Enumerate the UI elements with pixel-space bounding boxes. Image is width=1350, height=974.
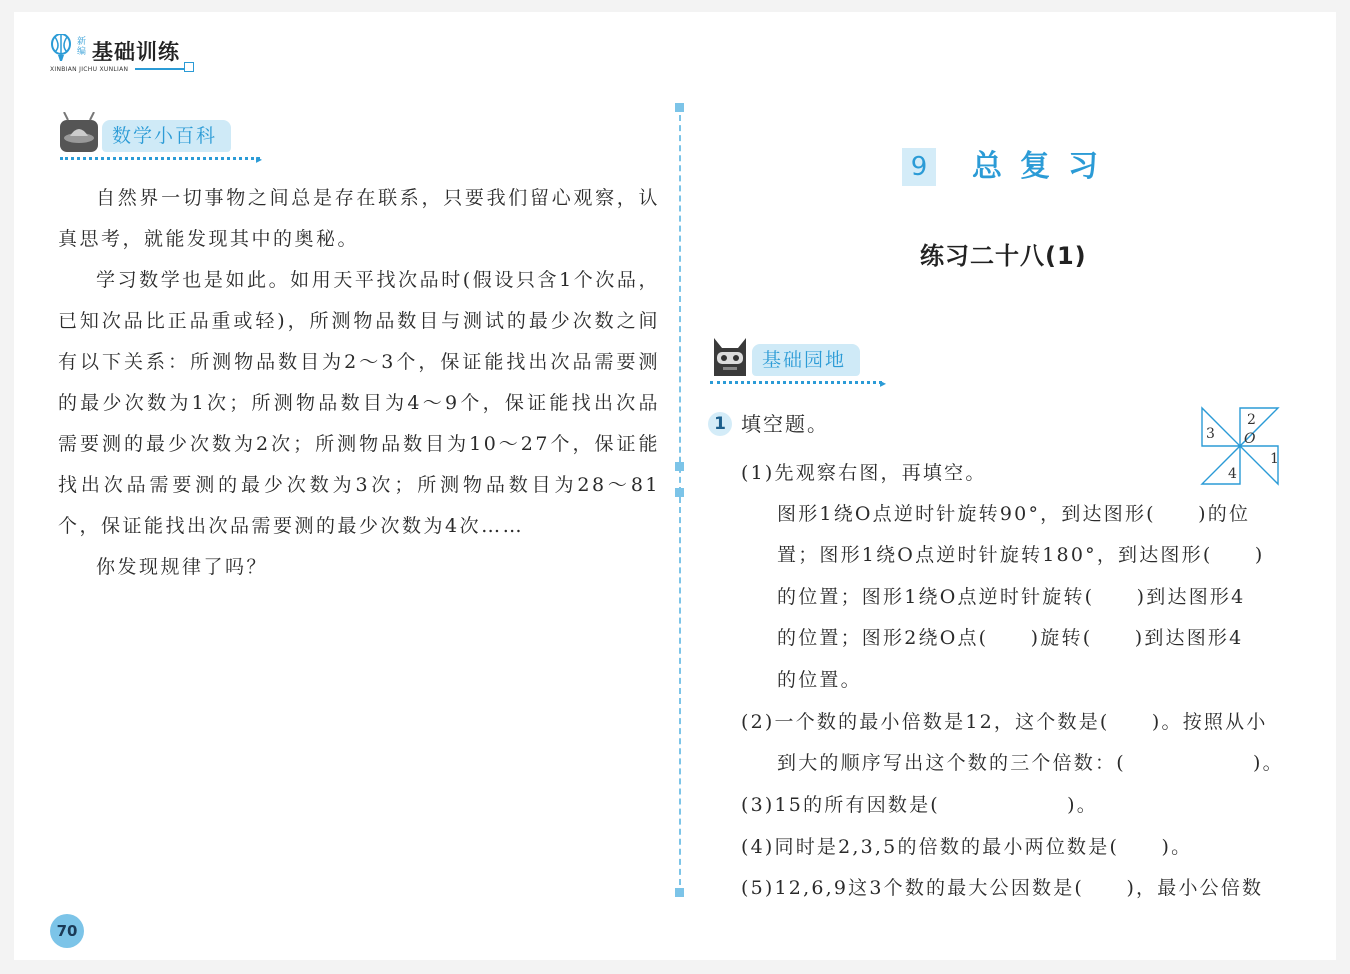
divider-marker	[675, 888, 684, 897]
chapter-title: 总复习	[972, 149, 1116, 184]
arrow-right-icon: ▸	[880, 376, 887, 390]
sub-question: (2)一个数的最小倍数是12，这个数是( )。按照从小	[741, 711, 1268, 733]
chapter-number: 9	[902, 148, 936, 186]
question-line: 图形1绕O点逆时针旋转90°，到达图形( )的位	[777, 503, 1251, 525]
paragraph: 你发现规律了吗？	[96, 556, 269, 578]
figure-center-label: O	[1244, 431, 1256, 447]
question-line: 到大的顺序写出这个数的三个倍数：( )。	[777, 752, 1284, 774]
figure-label: 4	[1228, 466, 1237, 482]
brand-logo	[50, 34, 200, 78]
section-title: 数学小百科	[102, 120, 231, 152]
page-number: 70	[50, 914, 84, 948]
divider-marker	[675, 488, 684, 497]
question-line: 的位置；图形1绕O点逆时针旋转( )到达图形4	[777, 586, 1246, 608]
paragraph: 自然界一切事物之间总是存在联系，只要我们留心观察，认真思考，就能发现其中的奥秘。	[58, 187, 660, 250]
divider-marker	[675, 103, 684, 112]
question-number-badge: 1	[708, 412, 732, 436]
brand-box	[184, 62, 194, 72]
sub-question: (3)15的所有因数是( )。	[741, 794, 1098, 816]
exercise-title: 练习二十八(1)	[920, 242, 1087, 270]
figure-label: 1	[1270, 451, 1279, 467]
dotted-rule	[710, 381, 882, 384]
math-encyclopedia-header	[58, 112, 278, 166]
paragraph: 学习数学也是如此。如用天平找次品时(假设只含1个次品，已知次品比正品重或轻)，所测物品数目与测试的最少次数之间有以下关系：所测物品数目为2～3个，保证能找出次品需要测的最少次数为1次；所测物品数目为4～9个，保证能找出次品需要测的最少次数为2次；所测物品数目为10～27个，保证能找出次品需要测的最少次数为3次；所测物品数目为28～81个，保证能找出次品需要测的最少次数为4次……	[58, 269, 660, 537]
center-divider	[679, 105, 681, 895]
dotted-rule	[60, 157, 260, 160]
brand-xin: 新编	[77, 37, 87, 57]
rotation-figure	[1200, 406, 1280, 486]
brand-title: 基础训练	[92, 40, 180, 64]
ufo-mascot-icon	[58, 112, 102, 154]
section-title: 基础园地	[752, 344, 860, 376]
arrow-right-icon: ▸	[256, 152, 263, 166]
question-line: 置；图形1绕O点逆时针旋转180°，到达图形( )	[777, 544, 1265, 566]
brand-underline	[135, 68, 185, 70]
sub-question: (1)先观察右图，再填空。	[741, 462, 987, 484]
encyclopedia-body	[58, 178, 660, 588]
sub-question: (5)12,6,9这3个数的最大公因数是( )，最小公倍数	[741, 877, 1264, 899]
figure-label: 2	[1247, 412, 1256, 428]
question-line: 的位置；图形2绕O点( )旋转( )到达图形4	[777, 627, 1244, 649]
divider-marker	[675, 462, 684, 471]
balloon-icon	[50, 34, 72, 62]
sub-question: (4)同时是2,3,5的倍数的最小两位数是( )。	[741, 836, 1193, 858]
robot-mascot-icon	[708, 336, 752, 378]
question-title: 填空题。	[741, 412, 829, 436]
basics-garden-header	[708, 336, 928, 390]
figure-label: 3	[1206, 426, 1215, 442]
brand-pinyin: XINBIAN JICHU XUNLIAN	[50, 66, 129, 73]
question-line: 的位置。	[777, 669, 862, 691]
